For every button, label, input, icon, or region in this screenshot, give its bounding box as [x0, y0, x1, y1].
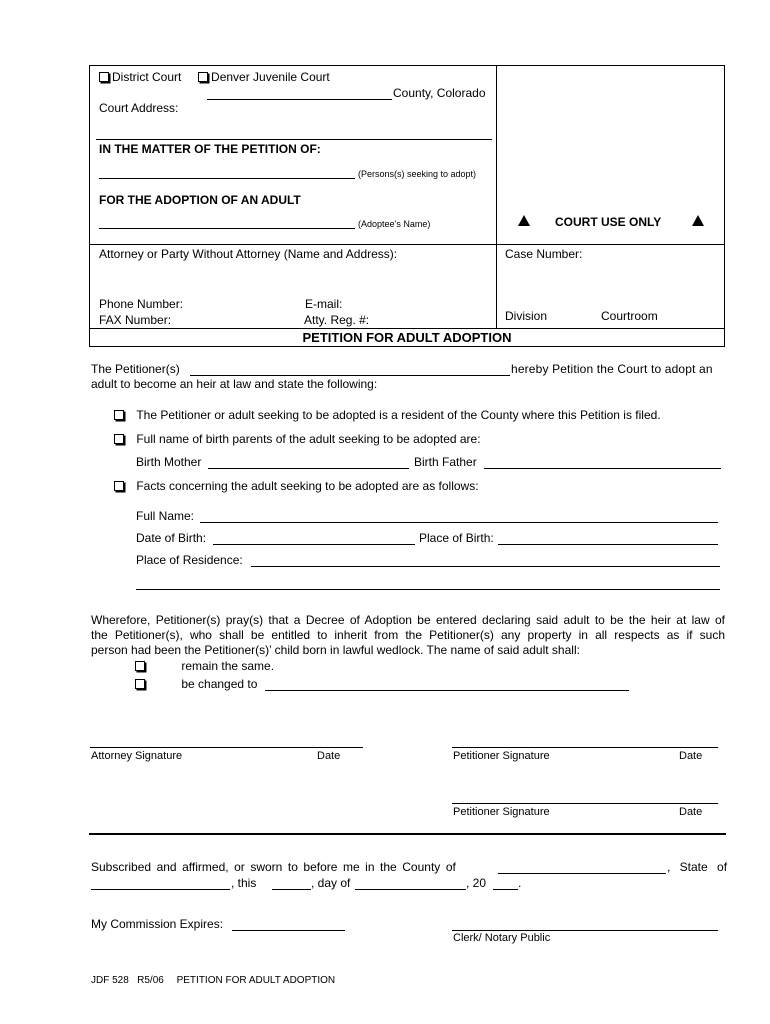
- remain-label: remain the same.: [181, 659, 275, 673]
- notary-county-blank[interactable]: [498, 873, 666, 874]
- intro-end: hereby Petition the Court to adopt an: [511, 362, 713, 376]
- date-of-birth-blank[interactable]: [213, 544, 415, 545]
- county-colorado-label: County, Colorado: [393, 86, 486, 100]
- birth-father-blank[interactable]: [484, 468, 721, 469]
- form-title: PETITION FOR ADULT ADOPTION: [302, 330, 512, 345]
- birth-mother-label: Birth Mother: [136, 455, 202, 469]
- caption-row-divider: [89, 244, 725, 245]
- item3-text: Facts concerning the adult seeking to be adopted are as follows:: [136, 479, 479, 493]
- full-name-label: Full Name:: [136, 509, 195, 523]
- attorney-signature-line[interactable]: [90, 747, 363, 748]
- atty-reg-label: Atty. Reg. #:: [304, 313, 370, 327]
- changed-checkbox[interactable]: [135, 679, 145, 689]
- persons-seeking-label: (Persons(s) seeking to adopt): [358, 169, 477, 179]
- notary-day-of-label: , day of: [311, 876, 351, 890]
- commission-expires-blank[interactable]: [232, 930, 345, 931]
- new-name-blank[interactable]: [265, 690, 629, 691]
- petitioner-signature-label-1: Petitioner Signature: [453, 750, 550, 762]
- residence-extra-blank[interactable]: [136, 589, 720, 590]
- changed-label: be changed to: [181, 677, 258, 691]
- item2-text: Full name of birth parents of the adult seeking to be adopted are:: [136, 432, 481, 446]
- form-title-bar: [89, 328, 725, 347]
- notary-year-blank[interactable]: [493, 889, 518, 890]
- denver-juvenile-court-label: Denver Juvenile Court: [211, 70, 330, 84]
- caption-rule: [96, 139, 492, 140]
- notary-this-label: , this: [231, 876, 257, 890]
- section-divider: [89, 833, 726, 835]
- wherefore-line1: Wherefore, Petitioner(s) pray(s) that a Decree of Adoption be entered declaring said adult to be the heir at law of: [91, 613, 725, 627]
- form-name: PETITION FOR ADULT ADOPTION: [176, 975, 336, 986]
- item3: [114, 479, 479, 493]
- phone-number-label: Phone Number:: [99, 297, 184, 311]
- changed-option: [135, 677, 257, 691]
- remain-option: [135, 659, 274, 673]
- remain-checkbox[interactable]: [135, 661, 145, 671]
- form-id: JDF 528 R5/06: [91, 975, 164, 986]
- attorney-signature-label: Attorney Signature: [91, 750, 183, 762]
- wherefore-line3: person had been the Petitioner(s)’ child born in lawful wedlock. The name of said adult shall:: [91, 643, 580, 657]
- notary-line1-start: Subscribed and affirmed, or sworn to before me in the County of: [91, 860, 456, 874]
- petitioner-date-label-1: Date: [679, 750, 703, 762]
- place-of-residence-blank[interactable]: [251, 566, 720, 567]
- court-type-row: [99, 70, 330, 84]
- case-number-label: Case Number:: [505, 247, 583, 261]
- commission-expires-label: My Commission Expires:: [91, 917, 224, 931]
- up-arrow-left-icon: [518, 215, 530, 226]
- place-of-birth-label: Place of Birth:: [419, 531, 494, 545]
- place-of-birth-blank[interactable]: [498, 544, 718, 545]
- email-label: E-mail:: [305, 297, 343, 311]
- notary-state-blank[interactable]: [91, 889, 230, 890]
- county-blank[interactable]: [207, 99, 392, 100]
- petitioner-date-label-2: Date: [679, 806, 703, 818]
- attorney-date-label: Date: [317, 750, 341, 762]
- adoptee-name-blank[interactable]: [99, 228, 355, 229]
- attorney-label: Attorney or Party Without Attorney (Name and Address):: [99, 247, 398, 261]
- place-of-residence-label: Place of Residence:: [136, 553, 243, 567]
- intro-start: The Petitioner(s): [91, 362, 180, 376]
- matter-title: IN THE MATTER OF THE PETITION OF:: [99, 142, 321, 156]
- notary-month-blank[interactable]: [355, 889, 466, 890]
- item1-checkbox[interactable]: [114, 410, 124, 420]
- intro-line2: adult to become an heir at law and state the following:: [91, 377, 378, 391]
- denver-juvenile-court-checkbox[interactable]: [198, 72, 208, 82]
- caption-divider: [496, 65, 497, 329]
- item2: [114, 432, 481, 446]
- wherefore-line2: the Petitioner(s), who shall be entitled to inherit from the Petitioner(s) any property in all respects as if such: [91, 628, 725, 642]
- up-arrow-right-icon: [692, 215, 704, 226]
- district-court-label: District Court: [112, 70, 182, 84]
- birth-mother-blank[interactable]: [208, 468, 409, 469]
- notary-year-label: , 20: [466, 876, 487, 890]
- footer: [91, 975, 335, 986]
- petitioner-signature-label-2: Petitioner Signature: [453, 806, 550, 818]
- fax-number-label: FAX Number:: [99, 313, 172, 327]
- item1-text: The Petitioner or adult seeking to be adopted is a resident of the County where this Petition is filed.: [136, 408, 661, 422]
- adoptee-name-label: (Adoptee’s Name): [358, 219, 431, 229]
- item2-checkbox[interactable]: [114, 434, 124, 444]
- clerk-signature-line[interactable]: [452, 930, 718, 931]
- court-use-only-label: COURT USE ONLY: [555, 215, 662, 229]
- petitioner-signature-line-1[interactable]: [452, 747, 718, 748]
- full-name-blank[interactable]: [200, 522, 718, 523]
- petitioner-signature-line-2[interactable]: [452, 803, 718, 804]
- item3-checkbox[interactable]: [114, 481, 124, 491]
- petitioner-blank[interactable]: [190, 375, 510, 376]
- birth-father-label: Birth Father: [414, 455, 477, 469]
- notary-day-blank[interactable]: [272, 889, 311, 890]
- clerk-notary-label: Clerk/ Notary Public: [453, 932, 551, 944]
- court-address-label: Court Address:: [99, 101, 179, 115]
- division-label: Division: [505, 309, 548, 323]
- petitioner-name-blank[interactable]: [99, 178, 355, 179]
- date-of-birth-label: Date of Birth:: [136, 531, 207, 545]
- district-court-checkbox[interactable]: [99, 72, 109, 82]
- adoption-title: FOR THE ADOPTION OF AN ADULT: [99, 193, 301, 207]
- notary-line1-end: , State of: [667, 860, 728, 874]
- courtroom-label: Courtroom: [601, 309, 658, 323]
- notary-period: .: [518, 876, 522, 890]
- item1: [114, 408, 661, 422]
